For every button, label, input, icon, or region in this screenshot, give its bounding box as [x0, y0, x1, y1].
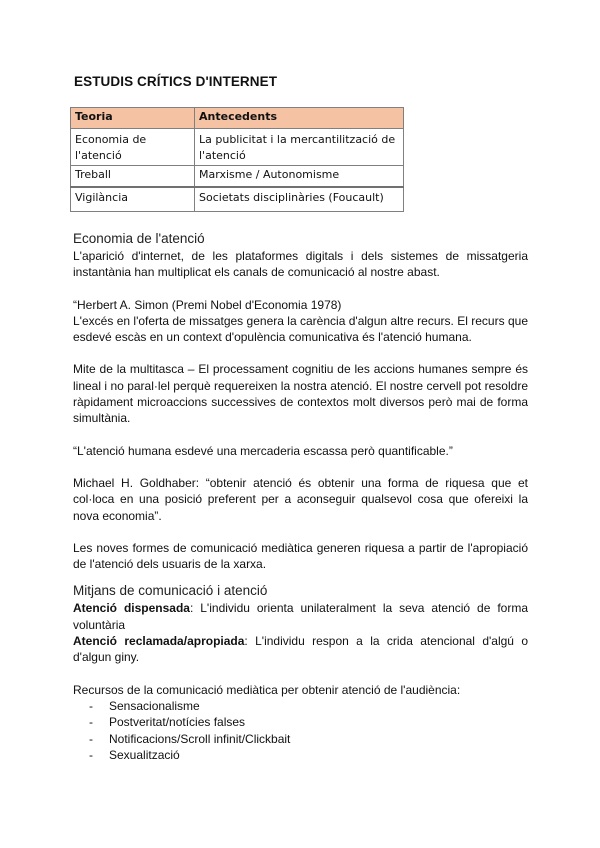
definition	[73, 633, 528, 666]
list-bullet: -	[89, 747, 93, 762]
list-item	[89, 731, 528, 747]
quote-source: “Herbert A. Simon (Premi Nobel d'Economia 1978)	[73, 297, 342, 312]
definition-term: Atenció dispensada	[73, 601, 190, 616]
definition	[73, 600, 528, 633]
list-item-text: Sexualització	[109, 747, 180, 762]
table-cell: La publicitat i la mercantilització de l'atenció	[195, 129, 404, 166]
table-header-cell: Teoria	[71, 108, 195, 129]
table-cell: Treball	[71, 166, 195, 188]
list-bullet: -	[89, 731, 93, 746]
list-item	[89, 747, 528, 763]
table-row	[71, 187, 404, 212]
definition-text: : L'individu respon a la crida atencional d'algú o d'algun giny.	[73, 634, 529, 665]
list-intro: Recursos de la comunicació mediàtica per obtenir atenció de l'audiència:	[73, 682, 461, 697]
table-cell: Economia de l'atenció	[71, 129, 195, 166]
paragraph: Michael H. Goldhaber: “obtenir atenció és obtenir una forma de riquesa que et col·loca en una posició preferent per a aconseguir qualsevol cosa que ofereixi la nova economia”.	[73, 475, 528, 523]
list-bullet: -	[89, 698, 93, 713]
list-item-text: Sensacionalisme	[109, 698, 200, 713]
definition-term: Atenció reclamada/apropiada	[73, 634, 245, 649]
table-row	[71, 166, 404, 188]
document-body	[73, 230, 528, 763]
quote: “L'atenció humana esdevé una mercaderia escassa però quantificable.”	[73, 443, 453, 458]
paragraph: Mite de la multitasca – El processament cognitiu de les accions humanes sempre és lineal i no paral·lel perquè requereixen la nostra atenció. El nostre cervell pot resoldre ràpidament microaccions successives de contextos molt diversos però mai de forma simultània.	[73, 362, 528, 426]
table-cell: Vigilància	[71, 187, 195, 212]
table-header-cell: Antecedents	[195, 108, 404, 129]
paragraph: Les noves formes de comunicació mediàtica generen riquesa a partir de l'apropiació de l'atenció dels usuaris de la xarxa.	[73, 540, 528, 572]
section-heading: Mitjans de comunicació i atenció	[73, 583, 268, 599]
page-title: ESTUDIS CRÍTICS D'INTERNET	[74, 74, 278, 89]
table-row	[71, 129, 404, 166]
theory-table	[70, 107, 404, 212]
table-cell: Societats disciplinàries (Foucault)	[195, 187, 404, 212]
table-cell: Marxisme / Autonomisme	[195, 166, 404, 188]
section-heading: Economia de l'atenció	[73, 231, 205, 246]
list-item	[89, 698, 528, 714]
resource-list	[73, 698, 528, 763]
definition-text: : L'individu orienta unilateralment la seva atenció de forma voluntària	[73, 601, 528, 632]
list-item-text: Postveritat/notícies falses	[109, 715, 246, 730]
list-bullet: -	[89, 715, 93, 730]
paragraph: L'excés en l'oferta de missatges genera la carència d'algun altre recurs. El recurs que esdevé escàs en un context d'opulència comunicativa és l'atenció humana.	[73, 313, 528, 345]
list-item	[89, 714, 528, 730]
paragraph: L'aparició d'internet, de les plataformes digitals i dels sistemes de missatgeria instantània han multiplicat els canals de comunicació al nostre abast.	[73, 249, 528, 280]
list-item-text: Notificacions/Scroll infinit/Clickbait	[109, 731, 291, 746]
table-header-row	[71, 108, 404, 129]
